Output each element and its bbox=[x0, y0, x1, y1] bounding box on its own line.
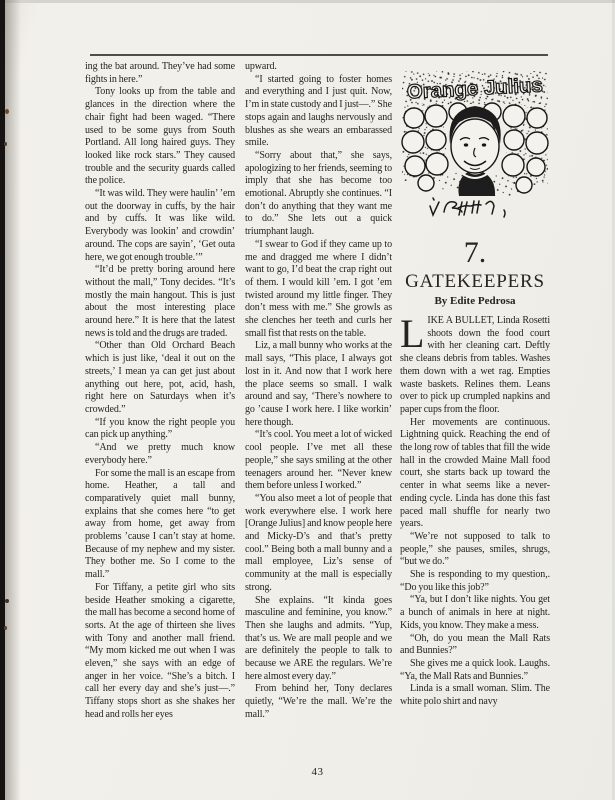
body-paragraph: She gives me a quick look. Laughs. “Ya, the Mall Rats and Bunnies.” bbox=[400, 657, 550, 682]
body-paragraph: She explains. “It kinda goes masculine and feminine, you know.” Then she laughs and admits. “Yup, that’s us. We are mall people and we are definitely the people to talk to because we ARE the regulars. We’re here almost every day.” bbox=[245, 594, 392, 682]
body-paragraph: “Other than Old Orchard Beach which is just like, ‘deal it out on the streets,’ I mean ya can get just about anything out here, pot, acid, hash, right here on Saturdays when it’s crowded.” bbox=[85, 340, 235, 415]
body-paragraph: Her movements are continuous. Lightning quick. Reaching the end of the long row of tables that fill the wide hall in the crowded Maine Mall food court, she starts back up toward the center in what seems like a never-ending cycle. Linda has done this fast paced mall shuffle for nearly two years. bbox=[400, 416, 550, 530]
chapter-title: GATEKEEPERS bbox=[405, 271, 545, 292]
body-paragraph: “It’s cool. You meet a lot of wicked cool people. I’ve met all these people,” she says smiling at the other teenagers around her. “Never knew them before unless I worked.” bbox=[245, 429, 392, 492]
text-column-left bbox=[85, 61, 235, 722]
body-paragraph: “And we pretty much know everybody here.” bbox=[85, 442, 235, 466]
artist-signature bbox=[430, 198, 505, 217]
gutter-shadow bbox=[5, 0, 21, 800]
staple-mark bbox=[5, 109, 9, 114]
opening-paragraph bbox=[400, 311, 550, 417]
body-paragraph: For some the mall is an escape from home. Heather, a tall and comparatively quiet mall bunny, explains that she comes here “to get away from home, get away from problems ’cause I can’t stay at home. Because of my nephew and my sister. They bother me. So I come to the mall.” bbox=[85, 467, 235, 581]
drop-cap: L bbox=[400, 311, 425, 356]
body-paragraph: She is responding to my question,. “Do you like this job?” bbox=[400, 569, 550, 593]
body-paragraph: From behind her, Tony declares quietly, “We’re the mall. We’re the mall.” bbox=[245, 683, 392, 720]
body-paragraph: “It was wild. They were haulin’ ’em out the doorway in cuffs, by the hair and by cuffs. It was like wild. Everybody was lookin’ and crowdin’ around. The cops are sayin’, ‘Get outa here, we got enough trouble.’” bbox=[85, 188, 235, 263]
body-paragraph: Linda is a small woman. Slim. The white polo shirt and navy bbox=[400, 683, 550, 708]
body-paragraph: “It’d be pretty boring around here without the mall,” Tony decides. “It’s mostly the main hangout. This is just about the most interesting place around here.” It is here that the latest news is told and the drugs are traded. bbox=[85, 264, 235, 339]
body-paragraph: Liz, a mall bunny who works at the mall says, “This place, I always got lost in it. And now that I work here the place seems so small. I walk around and say, ‘There’s nowhere to go ’cause I work here. I like workin’ here though. bbox=[245, 340, 392, 428]
body-paragraph: “I started going to foster homes and everything and I just quit. Now, I’m in state custody and I just—.” She stops again and laughs nervously and blushes as she wears an embarassed smile. bbox=[245, 73, 392, 149]
orange-julius-lettering: Orange Julius bbox=[406, 74, 541, 104]
header-rule bbox=[90, 54, 548, 56]
text-column-right bbox=[400, 61, 550, 709]
orange-julius-illustration bbox=[400, 62, 550, 232]
body-paragraph: upward. bbox=[245, 61, 277, 72]
body-paragraph: “Oh, do you mean the Mall Rats and Bunnies?” bbox=[400, 632, 550, 657]
page-number: 43 bbox=[311, 766, 324, 778]
body-paragraph: “I swear to God if they came up to me and dragged me where I didn’t want to go, I’d beat the crap right out of them. I would kill ’em. I got ’em twisted around my little finger. They don’t mess with me.” She growls as she clenches her teeth and curls her small fist that rests on the table. bbox=[245, 238, 392, 339]
body-paragraph: Tony looks up from the table and glances in the direction where the chair fight had been waged. “There used to be some guys from South Portland. All long haired guys. They looked like rock stars.” They caused trouble and the security guards called the police. bbox=[85, 86, 235, 187]
opening-text: Linda Rosetti shoots down the food court with her cleaning cart. Deftly she cleans debris from tables. Washes them down with a wet rag. Empties waste baskets. Relines them. Leans over to pick up crumpled napkins and paper cups from the floor. bbox=[400, 315, 550, 415]
staple-mark bbox=[4, 626, 7, 630]
body-paragraph: “You also meet a lot of people that work everywhere else. I work here [Orange Julius] and know people here and Micky-D’s and that’s pretty cool.” Being both a mall bunny and a mall employee, Liz’s sense of community at the mall is especially strong. bbox=[245, 492, 392, 593]
body-paragraph: “Sorry about that,” she says, apologizing to her friends, seeming to imply that she has become too emotional. Abruptly she continues. “I don’t do anything that they want me to do.” She lets out a quick triumphant laugh. bbox=[245, 149, 392, 238]
scan-edge-top bbox=[0, 0, 615, 3]
body-paragraph: ing the bat around. They’ve had some fights in here.” bbox=[85, 61, 235, 85]
body-paragraph: For Tiffany, a petite girl who sits beside Heather smoking a cigarette, the mall has become a second home of sorts. At the age of thirteen she lives with Tony and another mall friend. “My mom kicked me out when I was eleven,” she says with an edge of anger in her voice. “She’s a bitch. I call her every day and she’s just—.” Tiffany stops short as she shakes her head and rolls her eyes bbox=[85, 581, 235, 720]
body-paragraph: “If you know the right people you can pick up anything.” bbox=[85, 416, 235, 441]
staple-mark bbox=[4, 142, 7, 146]
chapter-number: 7. bbox=[463, 236, 487, 269]
body-paragraph: “Ya, but I don’t like nights. You get a bunch of animals in here at night. Kids, you know. They make a mess. bbox=[400, 594, 550, 631]
text-column-middle bbox=[245, 61, 392, 722]
lead-caps: IKE A BULLET, bbox=[427, 315, 495, 326]
staple-mark bbox=[5, 599, 9, 603]
body-paragraph: “We’re not supposed to talk to people,” she pauses, smiles, shrugs, “but we do.” bbox=[400, 530, 550, 568]
chapter-byline: By Edite Pedrosa bbox=[434, 295, 516, 307]
